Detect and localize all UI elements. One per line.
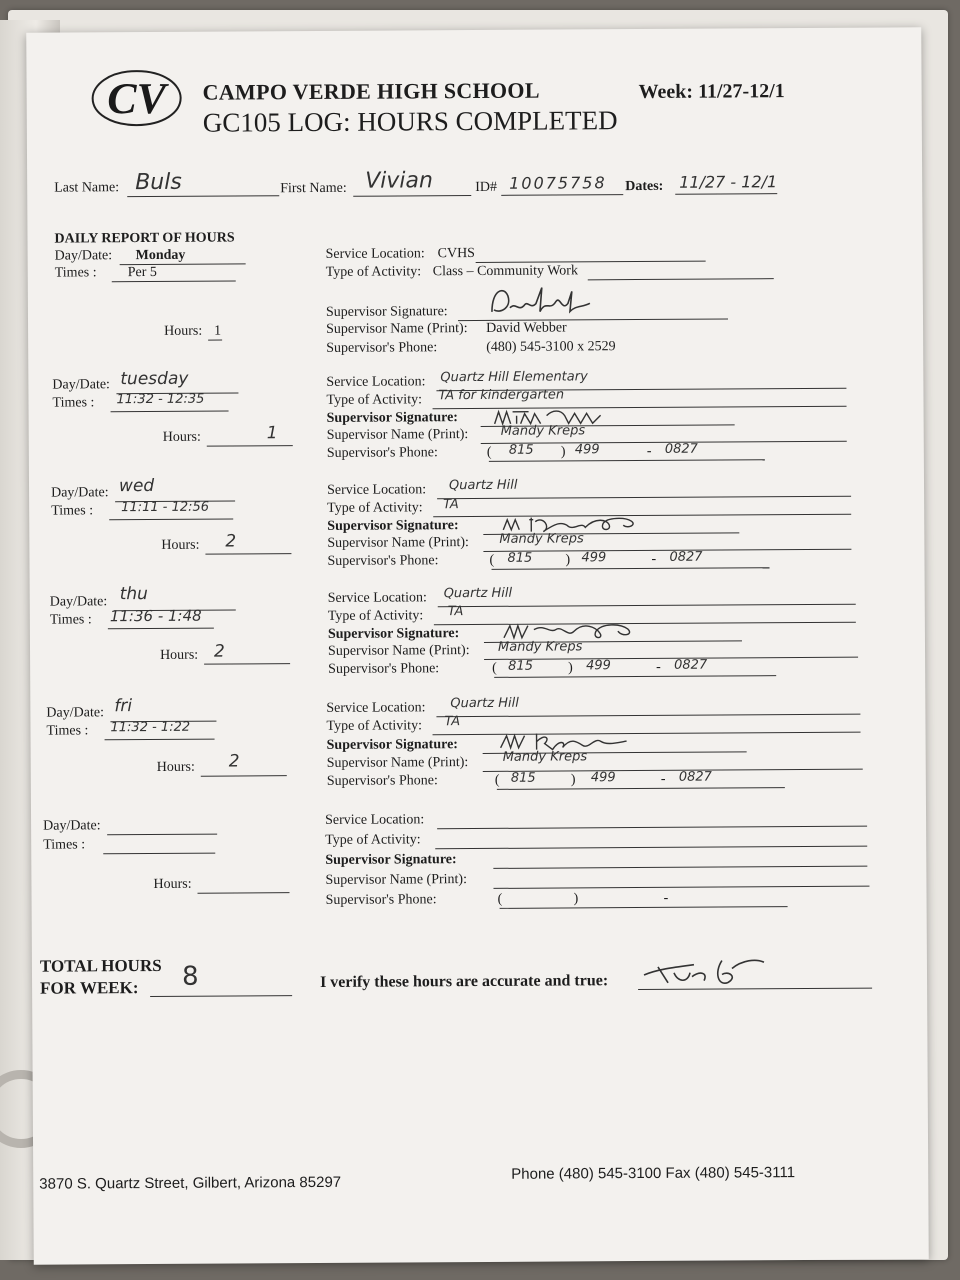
supervisor-phone-label: Supervisor's Phone: xyxy=(325,892,437,908)
times-value: 11:11 - 12:56 xyxy=(121,499,210,516)
phone-open-paren: ( xyxy=(489,552,495,568)
day-value: thu xyxy=(119,584,148,605)
id-value: 10075758 xyxy=(509,173,607,193)
supervisor-name-label: Supervisor Name (Print): xyxy=(326,427,469,443)
service-location-label: Service Location: xyxy=(326,374,426,390)
times-label: Times : xyxy=(49,612,92,628)
phone-area-code: 815 xyxy=(508,658,533,674)
supervisor-signature-label: Supervisor Signature: xyxy=(325,304,448,320)
times-line xyxy=(109,518,233,520)
phone-close-paren: ) xyxy=(568,660,573,676)
total-hours-value: 8 xyxy=(181,961,199,992)
day-date-label: Day/Date: xyxy=(52,377,110,393)
hours-label: Hours: xyxy=(160,647,199,663)
phone-area-code: 815 xyxy=(508,442,534,458)
total-hours-line xyxy=(150,995,292,997)
handwritten-signature xyxy=(486,281,596,320)
day-value: tuesday xyxy=(120,368,189,390)
day-date-label: Day/Date: xyxy=(43,818,101,834)
activity-label: Type of Activity: xyxy=(325,264,422,280)
phone-close-paren: ) xyxy=(565,552,571,568)
times-value: Per 5 xyxy=(127,264,157,281)
supervisor-name-value: David Webber xyxy=(486,320,567,336)
activity-value: Class – Community Work xyxy=(432,263,579,280)
service-location-label: Service Location: xyxy=(327,482,427,498)
hours-label: Hours: xyxy=(164,323,203,339)
service-location-value: Quartz Hill xyxy=(450,695,519,712)
phone-line-number: 0827 xyxy=(669,549,703,565)
supervisor-name-label: Supervisor Name (Print): xyxy=(325,872,468,888)
day-value: fri xyxy=(114,696,133,717)
day-value: wed xyxy=(118,475,155,497)
service-location-line xyxy=(476,261,706,263)
phone-dash: - xyxy=(663,890,669,906)
activity-label: Type of Activity: xyxy=(326,718,422,734)
phone-line-number: 0827 xyxy=(664,441,698,457)
svg-text:CV: CV xyxy=(107,73,167,124)
supervisor-phone-label: Supervisor's Phone: xyxy=(327,553,439,569)
supervisor-name-label: Supervisor Name (Print): xyxy=(326,755,469,771)
dates-value: 11/27 - 12/1 xyxy=(679,172,778,192)
supervisor-name-line xyxy=(483,769,863,772)
log-form-page xyxy=(26,27,929,1264)
activity-label: Type of Activity: xyxy=(327,500,423,516)
day-date-label: Day/Date: xyxy=(46,705,104,721)
phone-prefix: 499 xyxy=(586,658,611,674)
activity-value: TA xyxy=(443,497,459,513)
times-line xyxy=(103,853,215,855)
supervisor-signature-label: Supervisor Signature: xyxy=(327,626,460,642)
service-location-line xyxy=(437,496,851,500)
supervisor-name-label: Supervisor Name (Print): xyxy=(327,643,470,659)
signature-line xyxy=(493,866,867,869)
times-value: 11:32 - 12:35 xyxy=(116,391,205,408)
student-signature xyxy=(638,952,778,993)
supervisor-name-label: Supervisor Name (Print): xyxy=(327,535,469,551)
phone-dash: - xyxy=(651,551,657,567)
supervisor-name-value: Mandy Kreps xyxy=(499,531,584,547)
supervisor-phone-label: Supervisor's Phone: xyxy=(326,773,438,789)
service-location-label: Service Location: xyxy=(327,590,427,606)
hours-line xyxy=(198,892,290,894)
last-name-line xyxy=(127,195,279,197)
times-value: 11:32 - 1:22 xyxy=(110,719,191,736)
phone-line xyxy=(500,906,788,909)
day-date-line xyxy=(107,834,217,836)
phone-prefix: 499 xyxy=(581,550,607,566)
phone-prefix: 499 xyxy=(574,442,600,458)
supervisor-signature-label: Supervisor Signature: xyxy=(325,852,457,868)
activity-label: Type of Activity: xyxy=(326,392,422,408)
phone-line xyxy=(494,675,776,678)
phone-line-number: 0827 xyxy=(678,769,712,785)
phone-prefix: 499 xyxy=(590,770,616,786)
times-label: Times : xyxy=(43,837,86,853)
supervisor-phone-label: Supervisor's Phone: xyxy=(326,340,438,356)
activity-line xyxy=(435,846,867,850)
hours-line xyxy=(205,553,291,555)
times-label: Times : xyxy=(46,723,89,739)
daily-report-heading: DAILY REPORT OF HOURS xyxy=(54,230,235,247)
times-label: Times : xyxy=(51,503,94,519)
phone-line xyxy=(497,787,785,790)
activity-value: TA xyxy=(447,604,464,620)
day-date-label: Day/Date: xyxy=(49,594,108,610)
times-label: Times : xyxy=(52,395,95,411)
phone-line-number: 0827 xyxy=(674,657,708,673)
verify-statement: I verify these hours are accurate and true: xyxy=(320,972,609,991)
school-name: CAMPO VERDE HIGH SCHOOL xyxy=(202,77,540,105)
first-name-value: Vivian xyxy=(365,168,433,194)
day-date-label: Day/Date: xyxy=(51,485,109,501)
activity-line xyxy=(588,278,774,280)
total-hours-label: TOTAL HOURS xyxy=(39,955,162,976)
hours-value: 2 xyxy=(228,751,240,772)
hours-line xyxy=(201,775,287,777)
phone-close-paren: ) xyxy=(573,891,579,907)
first-name-line xyxy=(353,195,471,197)
hours-line xyxy=(208,340,222,341)
supervisor-phone-value: (480) 545-3100 x 2529 xyxy=(486,339,616,355)
supervisor-signature-label: Supervisor Signature: xyxy=(326,737,458,753)
phone-dash: - xyxy=(646,443,652,459)
phone-dash: - xyxy=(660,771,666,787)
service-location-label: Service Location: xyxy=(325,812,425,828)
dates-line xyxy=(675,193,777,195)
service-location-line xyxy=(438,604,856,608)
phone-dash: - xyxy=(656,659,661,675)
service-location-line xyxy=(437,826,867,830)
last-name-label: Last Name: xyxy=(54,180,120,196)
hours-label: Hours: xyxy=(162,429,201,445)
supervisor-signature-label: Supervisor Signature: xyxy=(327,518,459,534)
times-line xyxy=(111,411,229,413)
form-title: GC105 LOG: HOURS COMPLETED xyxy=(202,105,618,138)
service-location-value: CVHS xyxy=(437,246,476,262)
phone-area-code: 815 xyxy=(507,550,533,566)
supervisor-name-line xyxy=(481,441,847,444)
supervisor-name-line xyxy=(483,549,851,552)
supervisor-phone-label: Supervisor's Phone: xyxy=(328,661,440,677)
hours-value: 2 xyxy=(225,531,237,552)
supervisor-name-label: Supervisor Name (Print): xyxy=(326,321,468,337)
times-line xyxy=(108,628,214,630)
hours-label: Hours: xyxy=(156,759,195,775)
times-line xyxy=(105,739,215,741)
phone-open-paren: ( xyxy=(497,891,503,907)
supervisor-phone-label: Supervisor's Phone: xyxy=(326,445,438,461)
hours-label: Hours: xyxy=(153,876,192,892)
last-name-value: Buls xyxy=(135,169,182,196)
service-location-value: Quartz Hill xyxy=(448,477,518,494)
times-value: 11:36 - 1:48 xyxy=(109,606,202,626)
service-location-value: Quartz Hill Elementary xyxy=(440,369,588,386)
service-location-label: Service Location: xyxy=(326,700,426,716)
supervisor-name-line xyxy=(484,657,858,660)
service-location-value: Quartz Hill xyxy=(443,585,513,602)
supervisor-name-value: Mandy Kreps xyxy=(497,639,583,655)
hours-line xyxy=(207,445,293,447)
dates-label: Dates: xyxy=(625,178,664,195)
activity-value: TA xyxy=(444,714,461,730)
activity-value: TA for kindergarten xyxy=(438,387,565,404)
phone-open-paren: ( xyxy=(492,660,497,676)
school-address: 3870 S. Quartz Street, Gilbert, Arizona 85297 xyxy=(39,1173,342,1193)
supervisor-name-line xyxy=(493,886,869,889)
activity-label: Type of Activity: xyxy=(327,608,424,624)
hours-value: 1 xyxy=(266,423,278,444)
id-label: ID# xyxy=(475,179,498,196)
phone-open-paren: ( xyxy=(494,772,500,788)
day-date-label: Day/Date: xyxy=(54,248,113,264)
supervisor-name-value: Mandy Kreps xyxy=(502,749,588,765)
total-hours-label-2: FOR WEEK: xyxy=(40,978,139,998)
phone-line xyxy=(489,459,765,462)
phone-area-code: 815 xyxy=(510,770,536,786)
service-location-label: Service Location: xyxy=(325,246,425,262)
supervisor-name-value: Mandy Kreps xyxy=(500,423,586,439)
phone-close-paren: ) xyxy=(560,444,566,460)
times-label: Times : xyxy=(54,265,97,281)
id-line xyxy=(501,194,623,196)
first-name-label: First Name: xyxy=(280,180,347,197)
week-range: Week: 11/27-12/1 xyxy=(638,80,785,104)
hours-value: 2 xyxy=(213,641,225,662)
phone-close-paren: ) xyxy=(570,772,576,788)
supervisor-signature-label: Supervisor Signature: xyxy=(326,410,458,426)
service-location-line xyxy=(436,714,860,718)
day-value: Monday xyxy=(135,247,186,264)
school-phone-fax: Phone (480) 545-3100 Fax (480) 545-3111 xyxy=(511,1164,796,1183)
cv-logo xyxy=(88,67,184,130)
phone-open-paren: ( xyxy=(486,444,492,460)
hours-label: Hours: xyxy=(161,537,200,553)
phone-line xyxy=(492,567,770,570)
hours-value: 1 xyxy=(214,323,222,339)
activity-label: Type of Activity: xyxy=(325,832,421,848)
hours-line xyxy=(204,663,290,665)
